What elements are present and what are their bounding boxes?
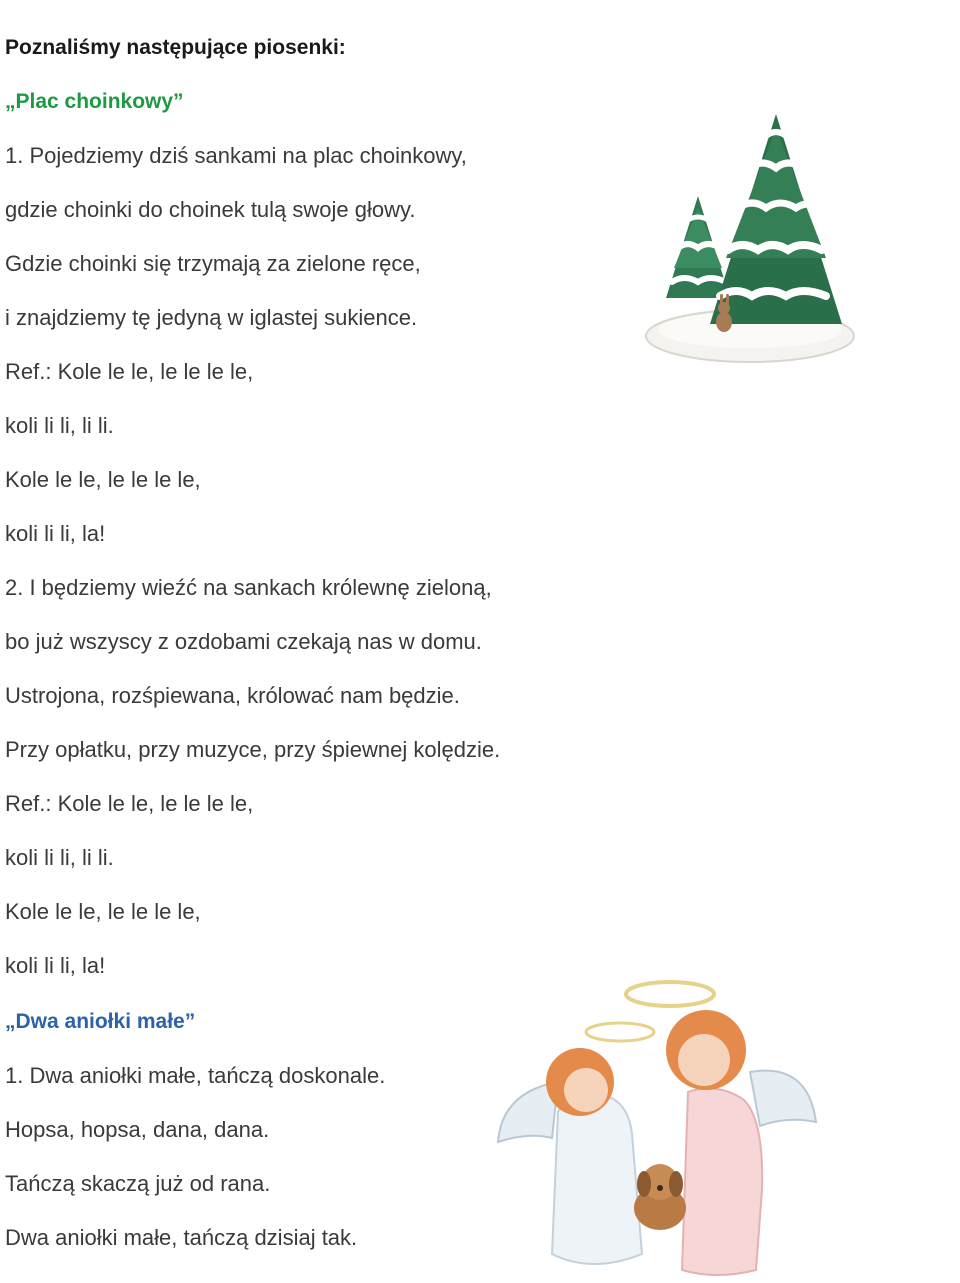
- song1-line: koli li li, la!: [5, 521, 106, 546]
- song1-line: Kole le le, le le le le,: [5, 899, 201, 924]
- song1-line: Ref.: Kole le le, le le le le,: [5, 791, 254, 816]
- song2-line: 1. Dwa aniołki małe, tańczą doskonale.: [5, 1063, 386, 1088]
- song2-title: „Dwa aniołki małe”: [5, 1010, 196, 1033]
- song1-line: koli li li, la!: [5, 953, 106, 978]
- song1-line: 2. I będziemy wieźć na sankach królewnę zieloną,: [5, 575, 492, 600]
- song1-line: Przy opłatku, przy muzyce, przy śpiewnej kolędzie.: [5, 737, 501, 762]
- song1-line: Gdzie choinki się trzymają za zielone ręce,: [5, 251, 421, 276]
- song1-line: 1. Pojedziemy dziś sankami na plac choinkowy,: [5, 143, 467, 168]
- song1-line: koli li li, li li.: [5, 413, 114, 438]
- christmas-tree-illustration: [638, 108, 860, 370]
- song1-title: „Plac choinkowy”: [5, 90, 184, 113]
- song1-line: Ref.: Kole le le, le le le le,: [5, 359, 254, 384]
- song1-line: koli li li, li li.: [5, 845, 114, 870]
- song1-line: i znajdziemy tę jedyną w iglastej sukience.: [5, 305, 418, 330]
- angels-illustration: [488, 972, 822, 1278]
- song1-line: gdzie choinki do choinek tulą swoje głowy.: [5, 197, 416, 222]
- song2-line: Dwa aniołki małe, tańczą dzisiaj tak.: [5, 1225, 358, 1250]
- song1-line: Kole le le, le le le le,: [5, 467, 201, 492]
- page-heading: Poznaliśmy następujące piosenki:: [5, 36, 346, 59]
- song2-line: Hopsa, hopsa, dana, dana.: [5, 1117, 270, 1142]
- song1-line: Ustrojona, rozśpiewana, królować nam będzie.: [5, 683, 460, 708]
- song1-line: bo już wszyscy z ozdobami czekają nas w domu.: [5, 629, 482, 654]
- song2-line: Tańczą skaczą już od rana.: [5, 1171, 271, 1196]
